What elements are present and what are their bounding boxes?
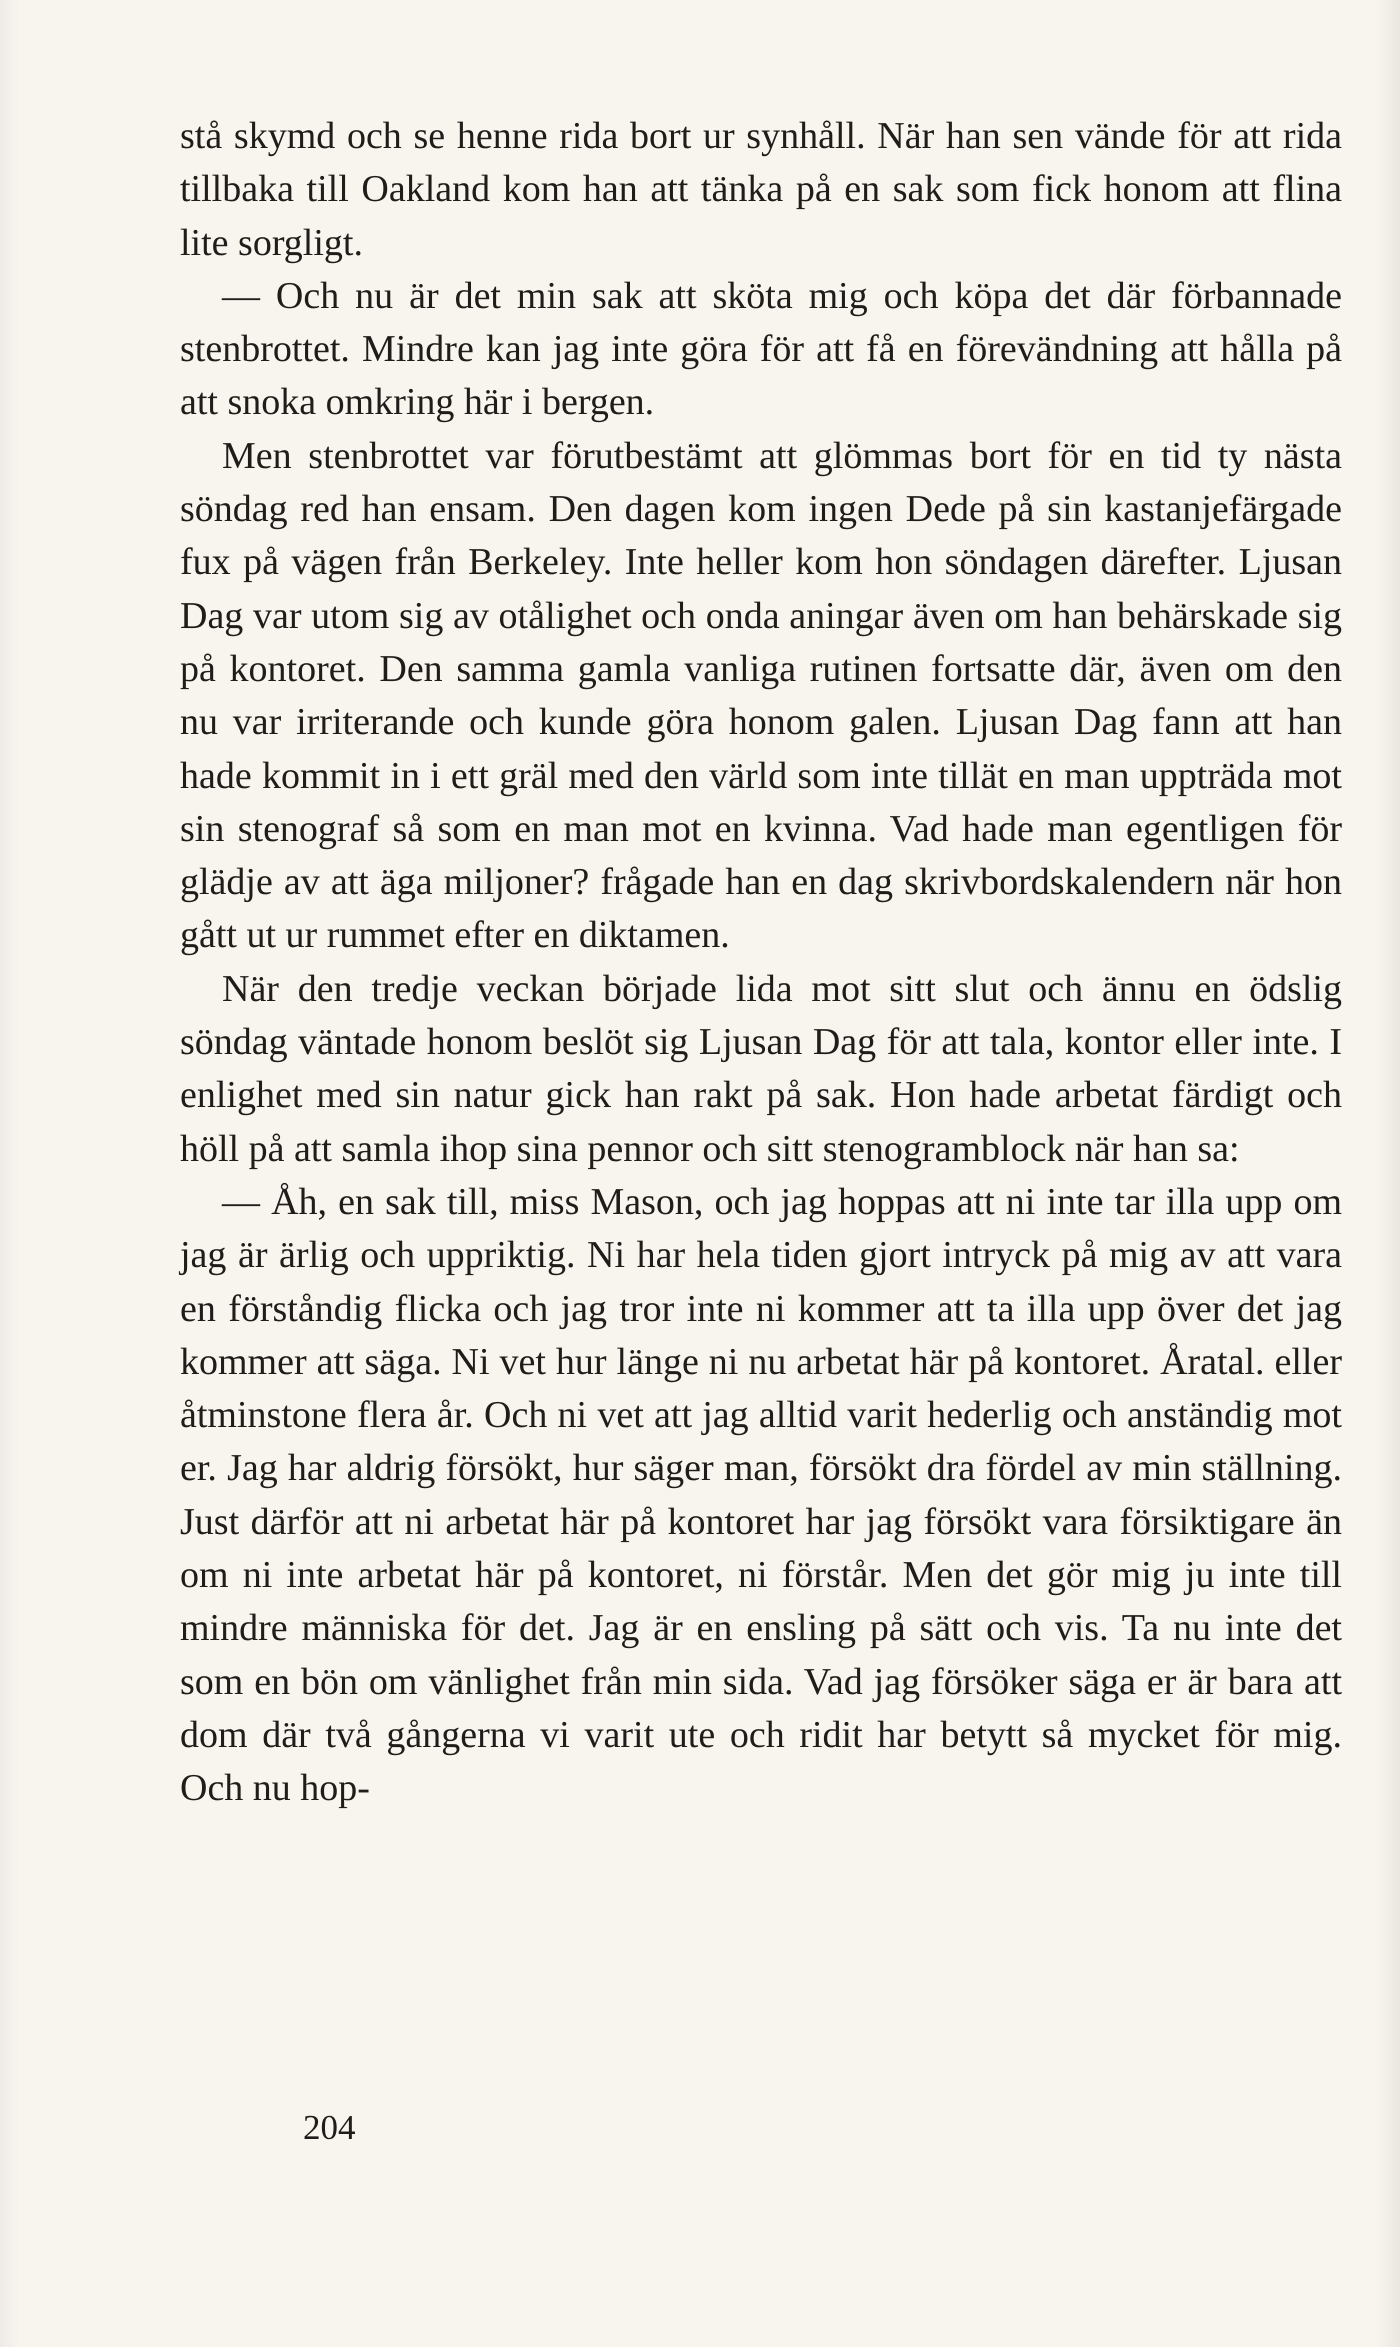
body-text: [180, 110, 1342, 1816]
paragraph-1: stå skymd och se henne rida bort ur synhåll. När han sen vände för att rida tillbaka till Oakland kom han att tänka på en sak som fick honom att flina lite sorgligt.: [180, 115, 1342, 264]
paragraph-2: — Och nu är det min sak att sköta mig och köpa det där förbannade stenbrottet. Mindre kan jag inte göra för att få en förevändning att hålla på att snoka omkring här i bergen.: [180, 274, 1342, 424]
paragraph-4: När den tredje veckan började lida mot sitt slut och ännu en ödslig söndag väntade honom beslöt sig Ljusan Dag för att tala, kontor eller inte. I enlighet med sin natur gick han rakt på sak. Hon hade arbetat färdigt och höll på att samla ihop sina pennor och sitt stenogramblock när han sa:: [180, 967, 1342, 1170]
paragraph-3: Men stenbrottet var förutbestämt att glömmas bort för en tid ty nästa söndag red han ensam. Den dagen kom ingen Dede på sin kastanjefärgade fux på vägen från Berkeley. Inte heller kom hon söndagen därefter. Ljusan Dag var utom sig av otålighet och onda aningar även om han behärskade sig på kontoret. Den samma gamla vanliga rutinen fortsatte där, även om den nu var irriterande och kunde göra honom galen. Ljusan Dag fann att han hade kommit in i ett gräl med den värld som inte tillät en man uppträda mot sin stenograf så som en man mot en kvinna. Vad hade man egentligen för glädje av att äga miljoner? frågade han en dag skrivbordskalendern när hon gått ut ur rummet efter en diktamen.: [180, 434, 1342, 957]
page-number: 204: [303, 2108, 356, 2147]
paragraph-5: — Åh, en sak till, miss Mason, och jag hoppas att ni inte tar illa upp om jag är ärlig och uppriktig. Ni har hela tiden gjort intryck på mig av att vara en förståndig flicka och jag tror inte ni kommer att ta illa upp över det jag kommer att säga. Ni vet hur länge ni nu arbetat här på kontoret. Åratal. eller åtminstone flera år. Och ni vet att jag alltid varit hederlig och anständig mot er. Jag har aldrig försökt, hur säger man, försökt dra fördel av min ställning. Just därför att ni arbetat här på kontoret har jag försökt vara försiktigare än om ni inte arbetat här på kontoret, ni förstår. Men det gör mig ju inte till mindre människa för det. Jag är en ensling på sätt och vis. Ta nu inte det som en bön om vänlighet från min sida. Vad jag försöker säga er är bara att dom där två gångerna vi varit ute och ridit har betytt så mycket för mig. Och nu hop-: [180, 1180, 1342, 1810]
paper-shadow-right: [1376, 0, 1400, 2347]
paper-shadow-left: [0, 0, 20, 2347]
